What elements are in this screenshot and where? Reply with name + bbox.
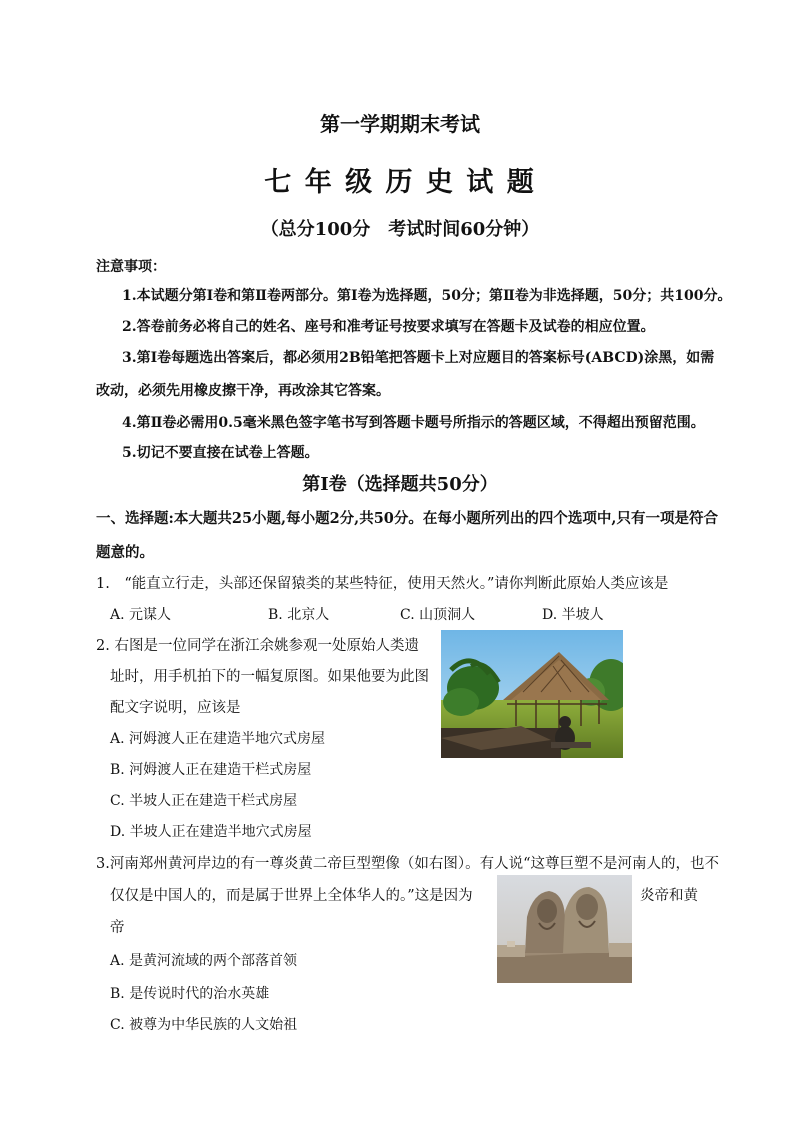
question-2-option-c: C. 半坡人正在建造干栏式房屋 <box>110 793 298 809</box>
notice-item-continued: 改动，必须先用橡皮擦干净，再改涂其它答案。 <box>96 383 390 399</box>
question-1-option-b: B. 北京人 <box>268 607 330 623</box>
exam-title: 七 年 级 历 史 试 题 <box>264 167 536 198</box>
notice-item: 5.切记不要直接在试卷上答题。 <box>122 445 319 461</box>
question-2-option-a: A. 河姆渡人正在建造半地穴式房屋 <box>110 731 326 747</box>
yan-huang-statue-photo <box>497 875 632 983</box>
section-title: 第Ⅰ卷（选择题共50分） <box>302 474 498 495</box>
question-2-stem: 2. 右图是一位同学在浙江余姚参观一处原始人类遗 <box>96 638 419 654</box>
question-1-stem: 1. “能直立行走，头部还保留猿类的某些特征，使用天然火。”请你判断此原始人类应该是 <box>96 576 669 592</box>
question-2-option-d: D. 半坡人正在建造半地穴式房屋 <box>110 824 312 840</box>
question-2-stem-line: 配文字说明，应该是 <box>110 700 241 716</box>
stilt-house-photo <box>441 630 623 758</box>
question-3-option-a: A. 是黄河流域的两个部落首领 <box>110 953 298 969</box>
question-1-option-a: A. 元谋人 <box>110 607 172 623</box>
section-instruction: 一、选择题:本大题共25小题,每小题2分,共50分。在每小题所列出的四个选项中,只有一项是符合 <box>96 510 718 527</box>
semester-heading: 第一学期期末考试 <box>320 112 480 136</box>
notice-item: 2.答卷前务必将自己的姓名、座号和准考证号按要求填写在答题卡及试卷的相应位置。 <box>122 319 655 335</box>
question-2-stem-line: 址时，用手机拍下的一幅复原图。如果他要为此图 <box>110 669 429 685</box>
notice-item: 3.第Ⅰ卷每题选出答案后，都必须用2B铅笔把答题卡上对应题目的答案标号(ABCD)涂黑，如需 <box>122 350 715 366</box>
question-3-stem-line: 仅仅是中国人的，而是属于世界上全体华人的。”这是因为 <box>110 888 473 904</box>
question-3-option-b: B. 是传说时代的治水英雄 <box>110 986 270 1002</box>
notice-item: 4.第Ⅱ卷必需用0.5毫米黑色签字笔书写到答题卡题号所指示的答题区域，不得超出预留范围。 <box>122 415 705 431</box>
notice-item: 1.本试题分第Ⅰ卷和第Ⅱ卷两部分。第Ⅰ卷为选择题，50分；第Ⅱ卷为非选择题，50分；共100分。 <box>122 288 732 304</box>
section-instruction-continued: 题意的。 <box>96 544 154 561</box>
question-1-option-c: C. 山顶洞人 <box>400 607 476 623</box>
question-3-stem: 3.河南郑州黄河岸边的有一尊炎黄二帝巨型塑像（如右图）。有人说“这尊巨塑不是河南人的，也不 <box>96 856 719 872</box>
question-3-stem-line-right: 炎帝和黄 <box>640 888 698 904</box>
question-1-option-d: D. 半坡人 <box>542 607 604 623</box>
question-2-option-b: B. 河姆渡人正在建造干栏式房屋 <box>110 762 312 778</box>
question-3-stem-line: 帝 <box>110 920 125 936</box>
notice-heading: 注意事项： <box>96 259 166 275</box>
question-3-option-c: C. 被尊为中华民族的人文始祖 <box>110 1017 298 1033</box>
exam-subtitle: （总分100分 考试时间60分钟） <box>260 219 540 240</box>
